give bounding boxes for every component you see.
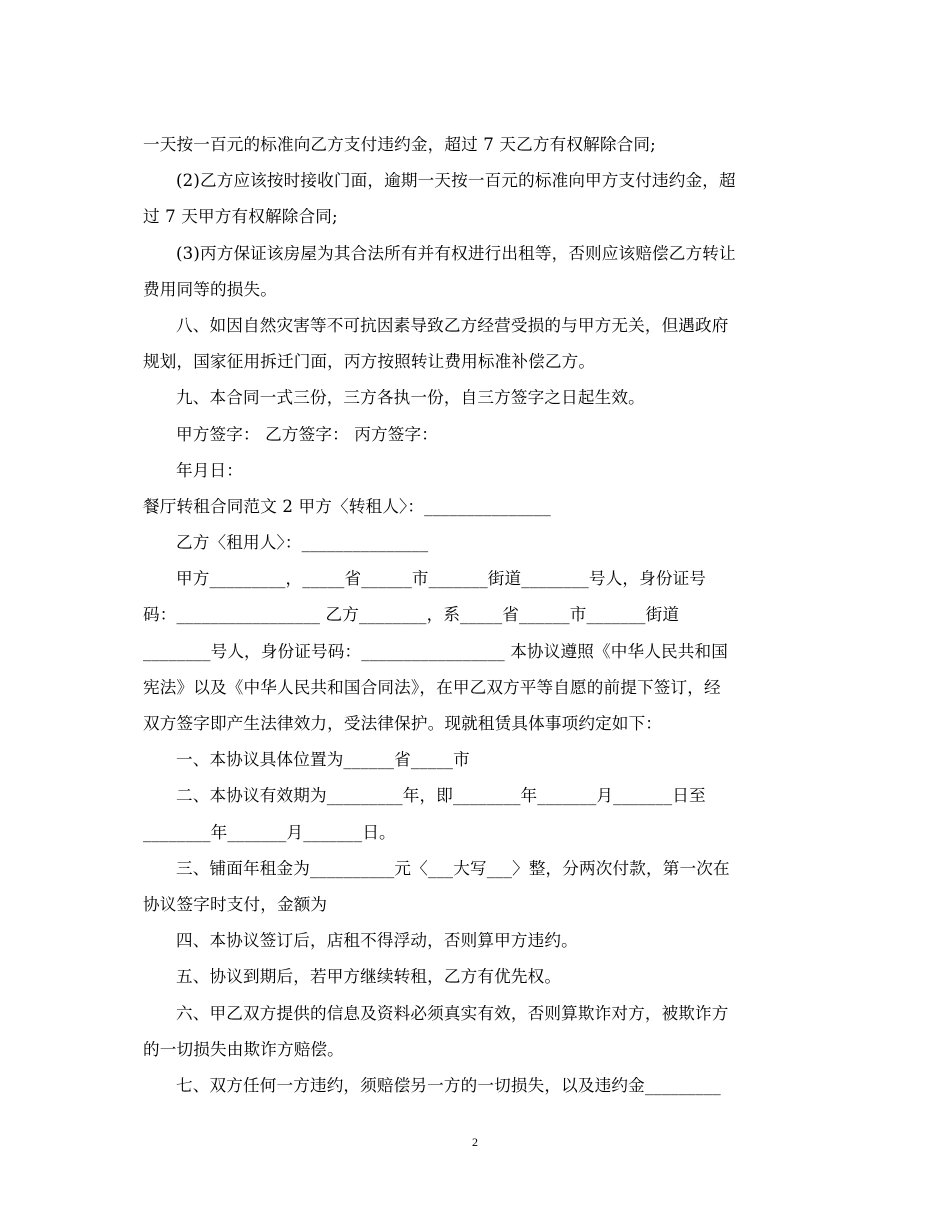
text-line: 的一切损失由欺诈方赔偿。 [143,1039,344,1059]
text-line: 八、如因自然灾害等不可抗因素导致乙方经营受损的与甲方无关，但遇政府 [176,315,729,335]
text-line: 七、双方任何一方违约，须赔偿另一方的一切损失，以及违约金_________ [176,1075,721,1095]
text-line: 一、本协议具体位置为______省_____市 [176,750,470,770]
text-line: 四、本协议签订后，店租不得浮动，否则算甲方违约。 [176,931,578,951]
text-line: (2)乙方应该按时接收门面，逾期一天按一百元的标准向甲方支付违约金，超 [176,171,736,191]
text-line: ________号人，身份证号码：_________________ 本协议遵照《中华人民共和国 [143,641,728,661]
text-line: 过 7 天甲方有权解除合同; [143,207,338,227]
text-line: 二、本协议有效期为_________年，即________年_______月_______日至 [176,786,706,806]
text-line: 九、本合同一式三份，三方各执一份，自三方签字之日起生效。 [176,388,645,408]
text-line: 费用同等的损失。 [143,279,277,299]
text-line: 年月日： [176,460,243,480]
text-line: 规划，国家征用拆迁门面，丙方按照转让费用标准补偿乙方。 [143,352,596,372]
text-line: 餐厅转租合同范文 2 甲方〈转租人〉：_______________ [143,496,551,516]
text-line: 乙方〈租用人〉：_______________ [176,533,429,553]
text-line: (3)丙方保证该房屋为其合法所有并有权进行出租等，否则应该赔偿乙方转让 [176,243,736,263]
text-line: 三、铺面年租金为__________元〈___大写___〉整，分两次付款，第一次在 [176,858,730,878]
text-line: 六、甲乙双方提供的信息及资料必须真实有效，否则算欺诈对方，被欺诈方 [176,1003,729,1023]
text-line: 协议签字时支付，金额为 [143,894,328,914]
text-line: 五、协议到期后，若甲方继续转租，乙方有优先权。 [176,967,562,987]
text-line: 甲方_________，_____省______市_______街道________号人，身份证号 [176,569,707,589]
text-line: 甲方签字： 乙方签字： 丙方签字： [176,424,439,444]
text-line: 码：_________________ 乙方________，系_____省______市_______街道 [143,605,680,625]
text-line: 一天按一百元的标准向乙方支付违约金，超过 7 天乙方有权解除合同; [143,135,656,154]
document-body [143,127,808,1104]
page-number: 2 [472,1135,478,1149]
text-line: ________年_______月_______日。 [143,822,396,842]
text-line: 双方签字即产生法律效力，受法律保护。现就租赁具体事项约定如下： [143,714,663,733]
text-line: 宪法》以及《中华人民共和国合同法》，在甲乙双方平等自愿的前提下签订，经 [143,677,721,697]
